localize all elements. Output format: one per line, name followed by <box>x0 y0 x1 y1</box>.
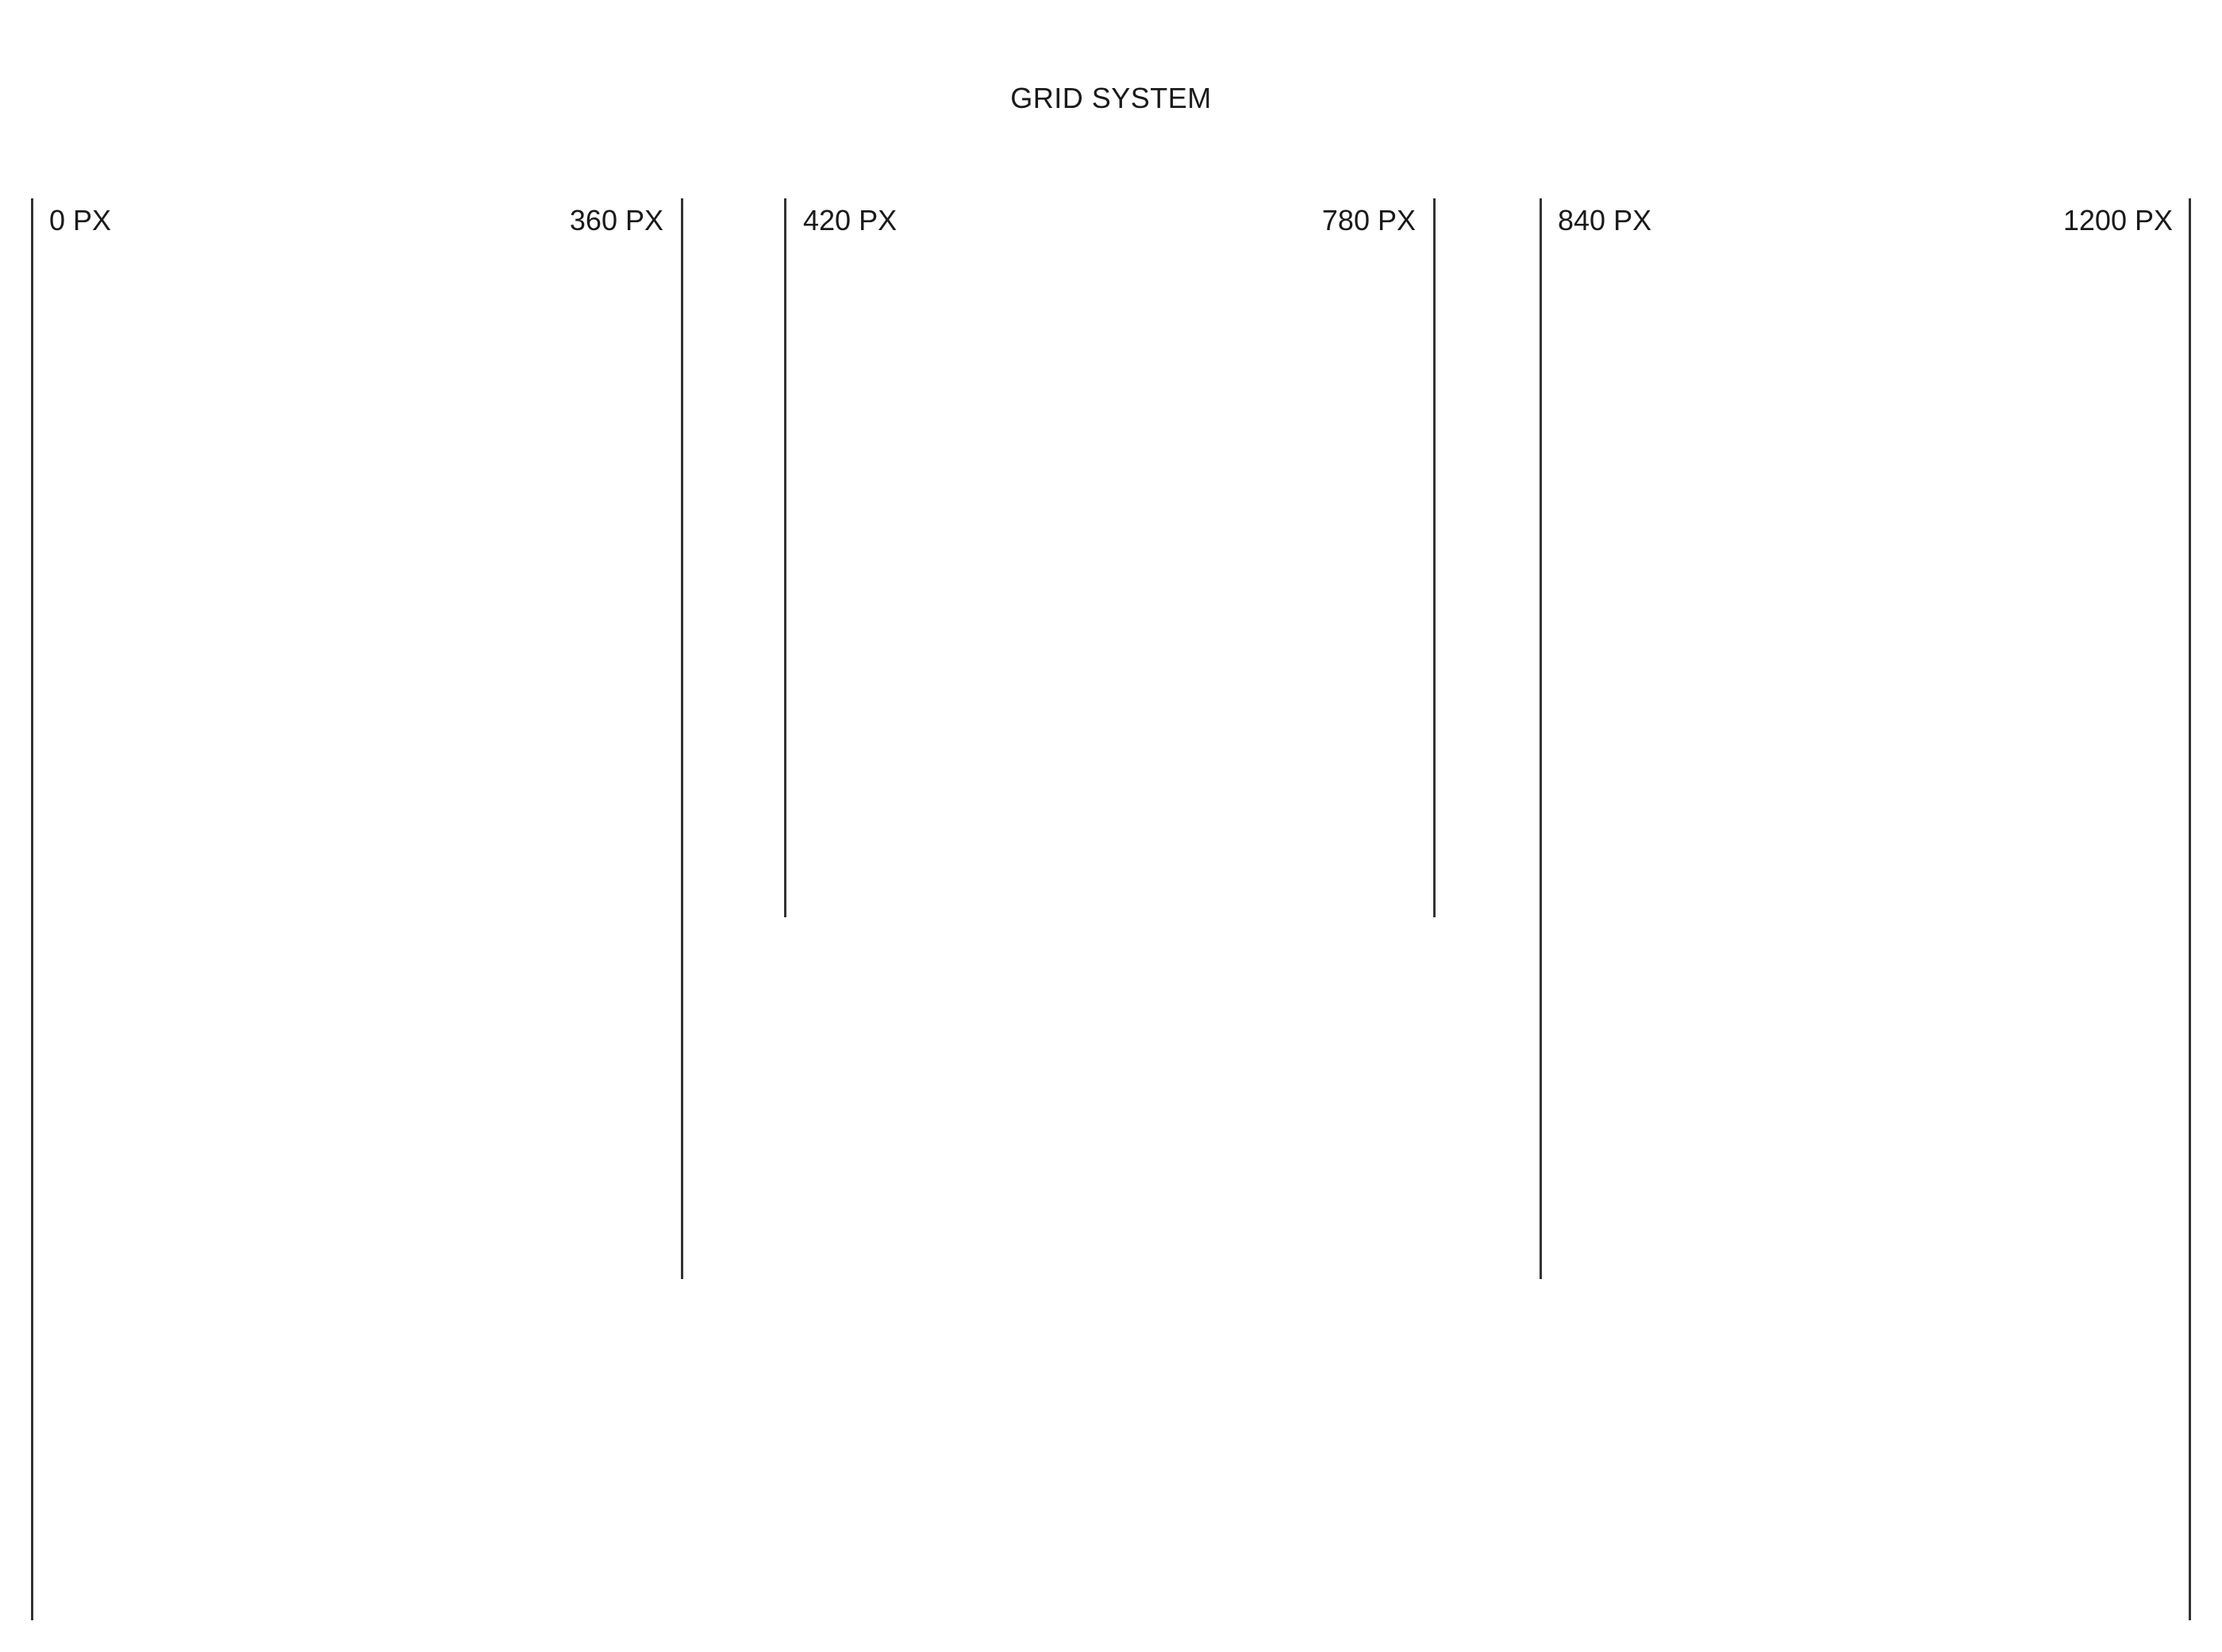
column-2-left-line <box>784 198 786 917</box>
column-3-right-line <box>2189 198 2191 1620</box>
page-title: GRID SYSTEM <box>1010 82 1212 114</box>
column-2-end-label: 780 PX <box>1321 204 1416 236</box>
column-1-start-label: 0 PX <box>49 204 112 236</box>
column-3-left-line <box>1540 198 1542 1279</box>
column-3-start-label: 840 PX <box>1558 204 1652 236</box>
column-1-end-label: 360 PX <box>569 204 663 236</box>
column-2-start-label: 420 PX <box>803 204 898 236</box>
column-1-right-line <box>681 198 683 1279</box>
column-2-right-line <box>1433 198 1436 917</box>
column-3-end-label: 1200 PX <box>2062 204 2173 236</box>
column-1-left-line <box>31 198 33 1620</box>
